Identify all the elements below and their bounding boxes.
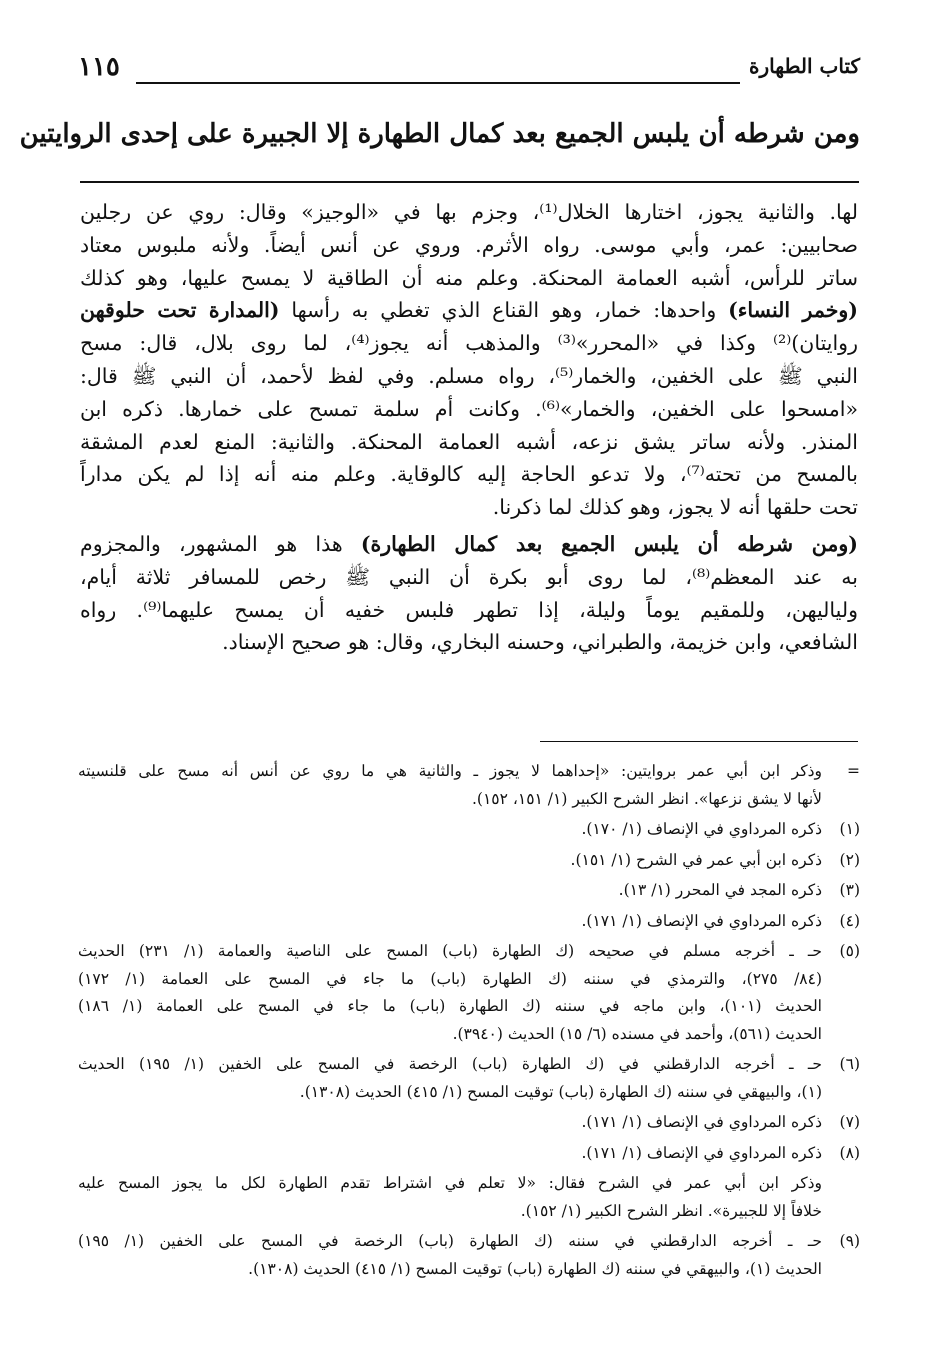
footnote-line: حـ ـ أخرجه الدارقطني في (ك الطهارة (باب) الرخصة في المسح على الخفين (١/ ١٩٥) الحديث (78, 1055, 822, 1073)
footnote (78, 1228, 860, 1283)
footnote (78, 938, 860, 1048)
text-line: (وخمر النساء) واحدها: خمار، وهو القناع الذي تغطي به رأسها (المدارة تحت حلوقهن (80, 298, 858, 323)
footnote-line: خلافاً إلا للجبيرة». انظر الشرح الكبير (١/ ١٥٢). (520, 1201, 822, 1220)
text-line: تحت حلقها أنه لا يجوز، وهو كذلك لما ذكرنا. (492, 495, 858, 520)
footnote-line: حـ ـ أخرجه الدارقطني في سننه (ك الطهارة (باب) الرخصة في المسح على الخفين (١/ ١٩٥) (78, 1232, 822, 1250)
book-title: كتاب الطهارة (749, 54, 860, 78)
footnote-text (78, 847, 822, 875)
paragraph (80, 196, 858, 524)
footnote-text (78, 877, 822, 905)
running-header (78, 52, 860, 92)
text-line: لها. والثانية يجوز، اختارها الخلال⁽¹⁾، وجزم بها في «الوجيز» وقال: روي عن رجلين (80, 200, 858, 224)
footnote-text (78, 758, 822, 813)
footnote-line: ذكره المرداوي في الإنصاف (١/ ١٧٠). (581, 820, 822, 838)
footnote (78, 1140, 860, 1168)
footnote (78, 908, 860, 936)
paragraph (80, 528, 858, 659)
footnote-text (78, 1228, 822, 1283)
footnote-text (78, 1109, 822, 1137)
text-line: به عند المعظم⁽⁸⁾، لما روى أبو بكرة أن النبي ﷺ رخص للمسافر ثلاثة أيام، (80, 564, 858, 589)
footnote-mark: (٢) (839, 850, 860, 869)
text-line: «امسحوا على الخفين، والخمار»⁽⁶⁾. وكانت أم سلمة تمسح على خمارها. ذكره ابن (80, 396, 858, 421)
footnote-line: لأنها لا يشق نزعها». انظر الشرح الكبير (١/ ١٥١، ١٥٢). (471, 789, 822, 808)
text-line: صحابيين: عمر، وأبي موسى. رواه الأثرم. وروي عن أنس أيضاً. ولأنه ملبوس معتاد (80, 232, 858, 257)
matn-rule (80, 181, 859, 183)
footnote-text (78, 1051, 822, 1106)
text-line: بالمسح من تحته⁽⁷⁾، ولا تدعو الحاجة إليه كالوقاية. وعلم منه أنه إذا لم يكن مداراً (80, 462, 858, 487)
matn-quote: (المدارة تحت حلوقهن (80, 298, 280, 323)
footnote-line: الحديث (١٠١)، وابن ماجه في سننه (ك الطهارة (باب) ما جاء في المسح على العمامة (١/ ١٨٦) (78, 997, 822, 1015)
footnotes (78, 758, 860, 1283)
footnote-line: ذكره المرداوي في الإنصاف (١/ ١٧١). (581, 1143, 822, 1162)
footnote-text (78, 1140, 822, 1168)
matn-quote: (ومن شرطه أن يلبس الجميع بعد كمال الطهارة) (360, 531, 858, 556)
footnote-line: (١)، والبيهقي في سننه (ك الطهارة (باب) توقيت المسح (١/ ٤١٥) الحديث (١٣٠٨). (299, 1082, 822, 1101)
footnote (78, 1051, 860, 1106)
footnote-line: ذكره المرداوي في الإنصاف (١/ ١٧١). (581, 911, 822, 930)
footnote-mark: (٧) (839, 1113, 860, 1131)
footnote-line: ذكره ابن أبي عمر في الشرح (١/ ١٥١). (570, 850, 822, 869)
commentary-body (80, 196, 858, 659)
footnote-line: الحديث (٥٦١)، وأحمد في مسنده (٦/ ١٥) الحديث (٣٩٤٠). (452, 1024, 822, 1043)
matn-quote: (وخمر النساء) (728, 298, 858, 323)
footnote-mark: (٥) (839, 942, 860, 960)
footnote-mark: (٤) (839, 911, 860, 930)
page-number: ١١٥ (78, 52, 120, 82)
footnote-text (78, 938, 822, 1048)
footnote-text (78, 816, 822, 844)
footnote-text (78, 908, 822, 936)
text-line: (ومن شرطه أن يلبس الجميع بعد كمال الطهارة) هذا هو المشهور، والمجزوم (80, 531, 858, 556)
footnote-mark: (٨) (839, 1143, 860, 1162)
header-rule (136, 82, 740, 84)
footnote-continuation (78, 1170, 860, 1225)
footnote-mark: (٩) (839, 1232, 860, 1250)
footnote-line: حـ ـ أخرجه مسلم في صحيحه (ك الطهارة (باب) المسح على الناصية والعمامة (١/ ٢٣١) الحديث (78, 942, 822, 960)
footnote-mark: (١) (839, 820, 860, 838)
text-line: ولياليهن، وللمقيم يوماً وليلة، إذا تطهر فلبس خفيه أن يمسح عليهما⁽⁹⁾. رواه (80, 597, 858, 622)
footnote (78, 847, 860, 875)
footnote-mark: = (847, 762, 860, 780)
footnote-line: ذكره المرداوي في الإنصاف (١/ ١٧١). (581, 1113, 822, 1131)
footnote-rule (540, 741, 858, 742)
footnote-line: وذكر ابن أبي عمر في الشرح فقال: «لا تعلم في اشتراط تقدم الطهارة لكل ما يجوز المسح عليه (78, 1174, 822, 1192)
text-line: النبي ﷺ على الخفين، والخمار⁽⁵⁾، رواه مسلم. وفي لفظ لأحمد، أن النبي ﷺ قال: (80, 363, 858, 388)
footnote-line: ذكره المجد في المحرر (١/ ١٣). (618, 881, 822, 899)
text-line: روايتان)⁽²⁾ وكذا في «المحرر»⁽³⁾ والمذهب أنه يجوز⁽⁴⁾، لما روى بلال، قال: مسح (80, 331, 858, 356)
footnote-line: الحديث (١)، والبيهقي في سننه (ك الطهارة (باب) توقيت المسح (١/ ٤١٥) الحديث (١٣٠٨). (248, 1259, 822, 1278)
footnote-mark: (٣) (839, 881, 860, 899)
footnote-line: (٨٤/ ٢٧٥)، والترمذي في سننه (ك الطهارة (باب) ما جاء في المسح على العمامة (١/ ١٧٢) (78, 969, 822, 988)
footnote-mark: (٦) (839, 1055, 860, 1073)
matn-text: ومن شرطه أن يلبس الجميع بعد كمال الطهارة إلا الجبيرة على إحدى الروايتين (19, 119, 860, 149)
footnote (78, 877, 860, 905)
footnote (78, 816, 860, 844)
text-line: المنذر. ولأنه ساتر يشق نزعه، أشبه العمامة المحنكة. والثانية: المنع لعدم المشقة (80, 429, 858, 454)
footnote (78, 758, 860, 813)
footnote-line: وذكر ابن أبي عمر بروايتين: «إحداهما لا يجوز ـ والثانية هي ما روي عن أنس أنه مسح على قلنسيته (78, 762, 822, 780)
text-line: الشافعي، وابن خزيمة، والطبراني، وحسنه البخاري، وقال: هو صحيح الإسناد. (222, 630, 858, 655)
text-line: ساتر للرأس، أشبه العمامة المحنكة. وعلم منه أن الطاقية لا يمسح عليها، وهو كذلك (80, 265, 858, 290)
footnote (78, 1109, 860, 1137)
